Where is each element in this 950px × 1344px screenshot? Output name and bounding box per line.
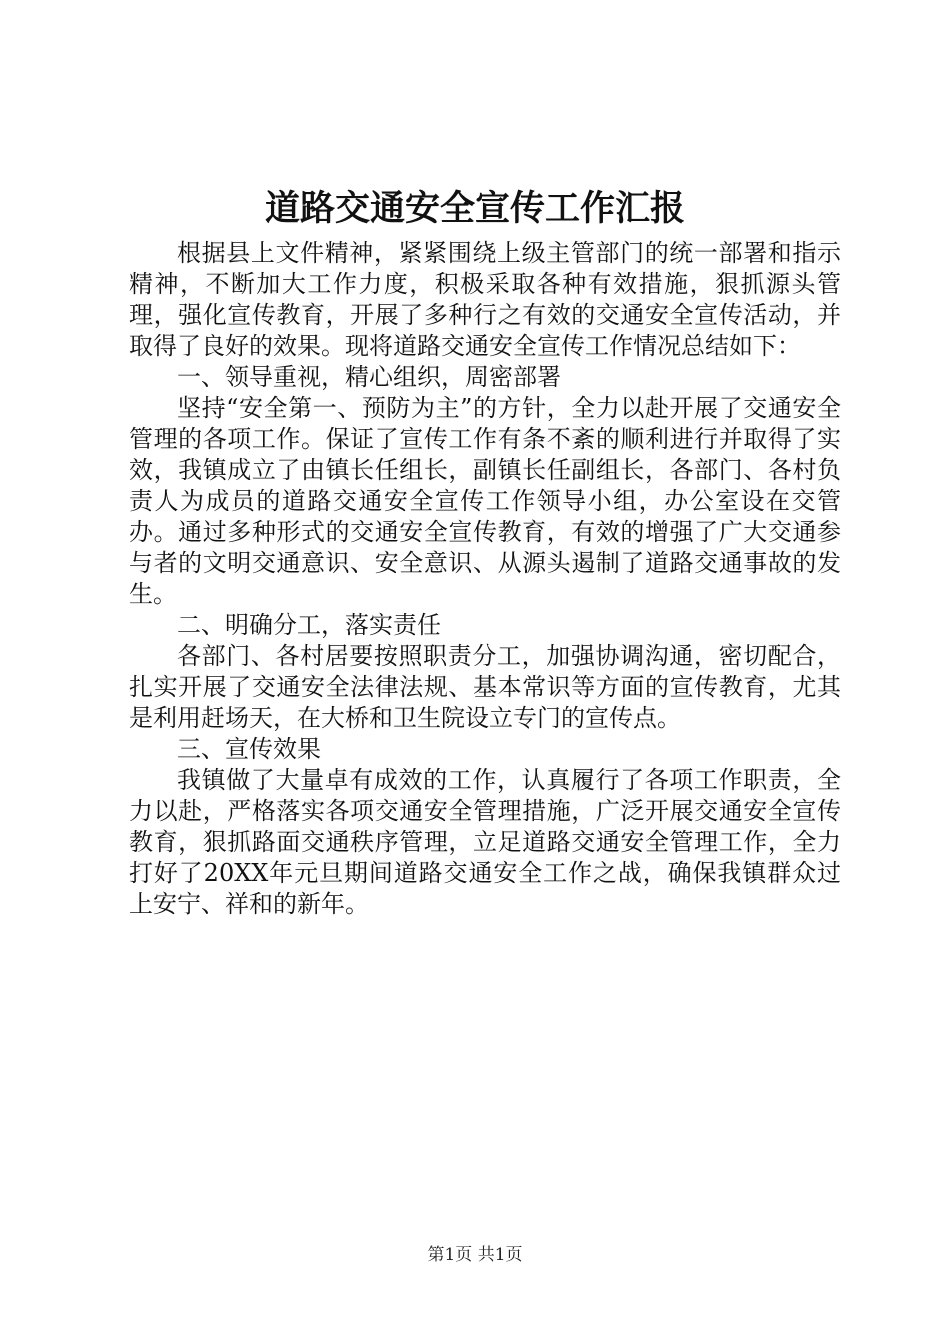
section-3-heading: 三、宣传效果 <box>177 735 321 763</box>
document-body <box>129 238 841 920</box>
section-2-paragraph: 各部门、各村居要按照职责分工，加强协调沟通，密切配合，扎实开展了交通安全法律法规、基本常识等方面的宣传教育，尤其是利用赶场天，在大桥和卫生院设立专门的宣传点。 <box>129 642 841 732</box>
section-1-paragraph: 坚持“安全第一、预防为主”的方针，全力以赴开展了交通安全管理的各项工作。保证了宣传工作有条不紊的顺利进行并取得了实效，我镇成立了由镇长任组长，副镇长任副组长，各部门、各村负责人为成员的道路交通安全宣传工作领导小组，办公室设在交管办。通过多种形式的交通安全宣传教育，有效的增强了广大交通参与者的文明交通意识、安全意识、从源头遏制了道路交通事故的发生。 <box>129 394 841 608</box>
section-3-paragraph: 我镇做了大量卓有成效的工作，认真履行了各项工作职责，全力以赴，严格落实各项交通安全管理措施，广泛开展交通安全宣传教育，狠抓路面交通秩序管理，立足道路交通安全管理工作，全力打好了20XX年元旦期间道路交通安全工作之战，确保我镇群众过上安宁、祥和的新年。 <box>129 766 841 918</box>
document-title: 道路交通安全宣传工作汇报 <box>264 189 685 229</box>
page-footer: 第1页 共1页 <box>427 1245 523 1265</box>
section-1-heading: 一、领导重视，精心组织，周密部署 <box>177 363 561 391</box>
section-2-heading: 二、明确分工，落实责任 <box>177 611 441 639</box>
intro-paragraph: 根据县上文件精神，紧紧围绕上级主管部门的统一部署和指示精神，不断加大工作力度，积极采取各种有效措施，狠抓源头管理，强化宣传教育，开展了多种行之有效的交通安全宣传活动，并取得了良好的效果。现将道路交通安全宣传工作情况总结如下： <box>129 239 841 360</box>
